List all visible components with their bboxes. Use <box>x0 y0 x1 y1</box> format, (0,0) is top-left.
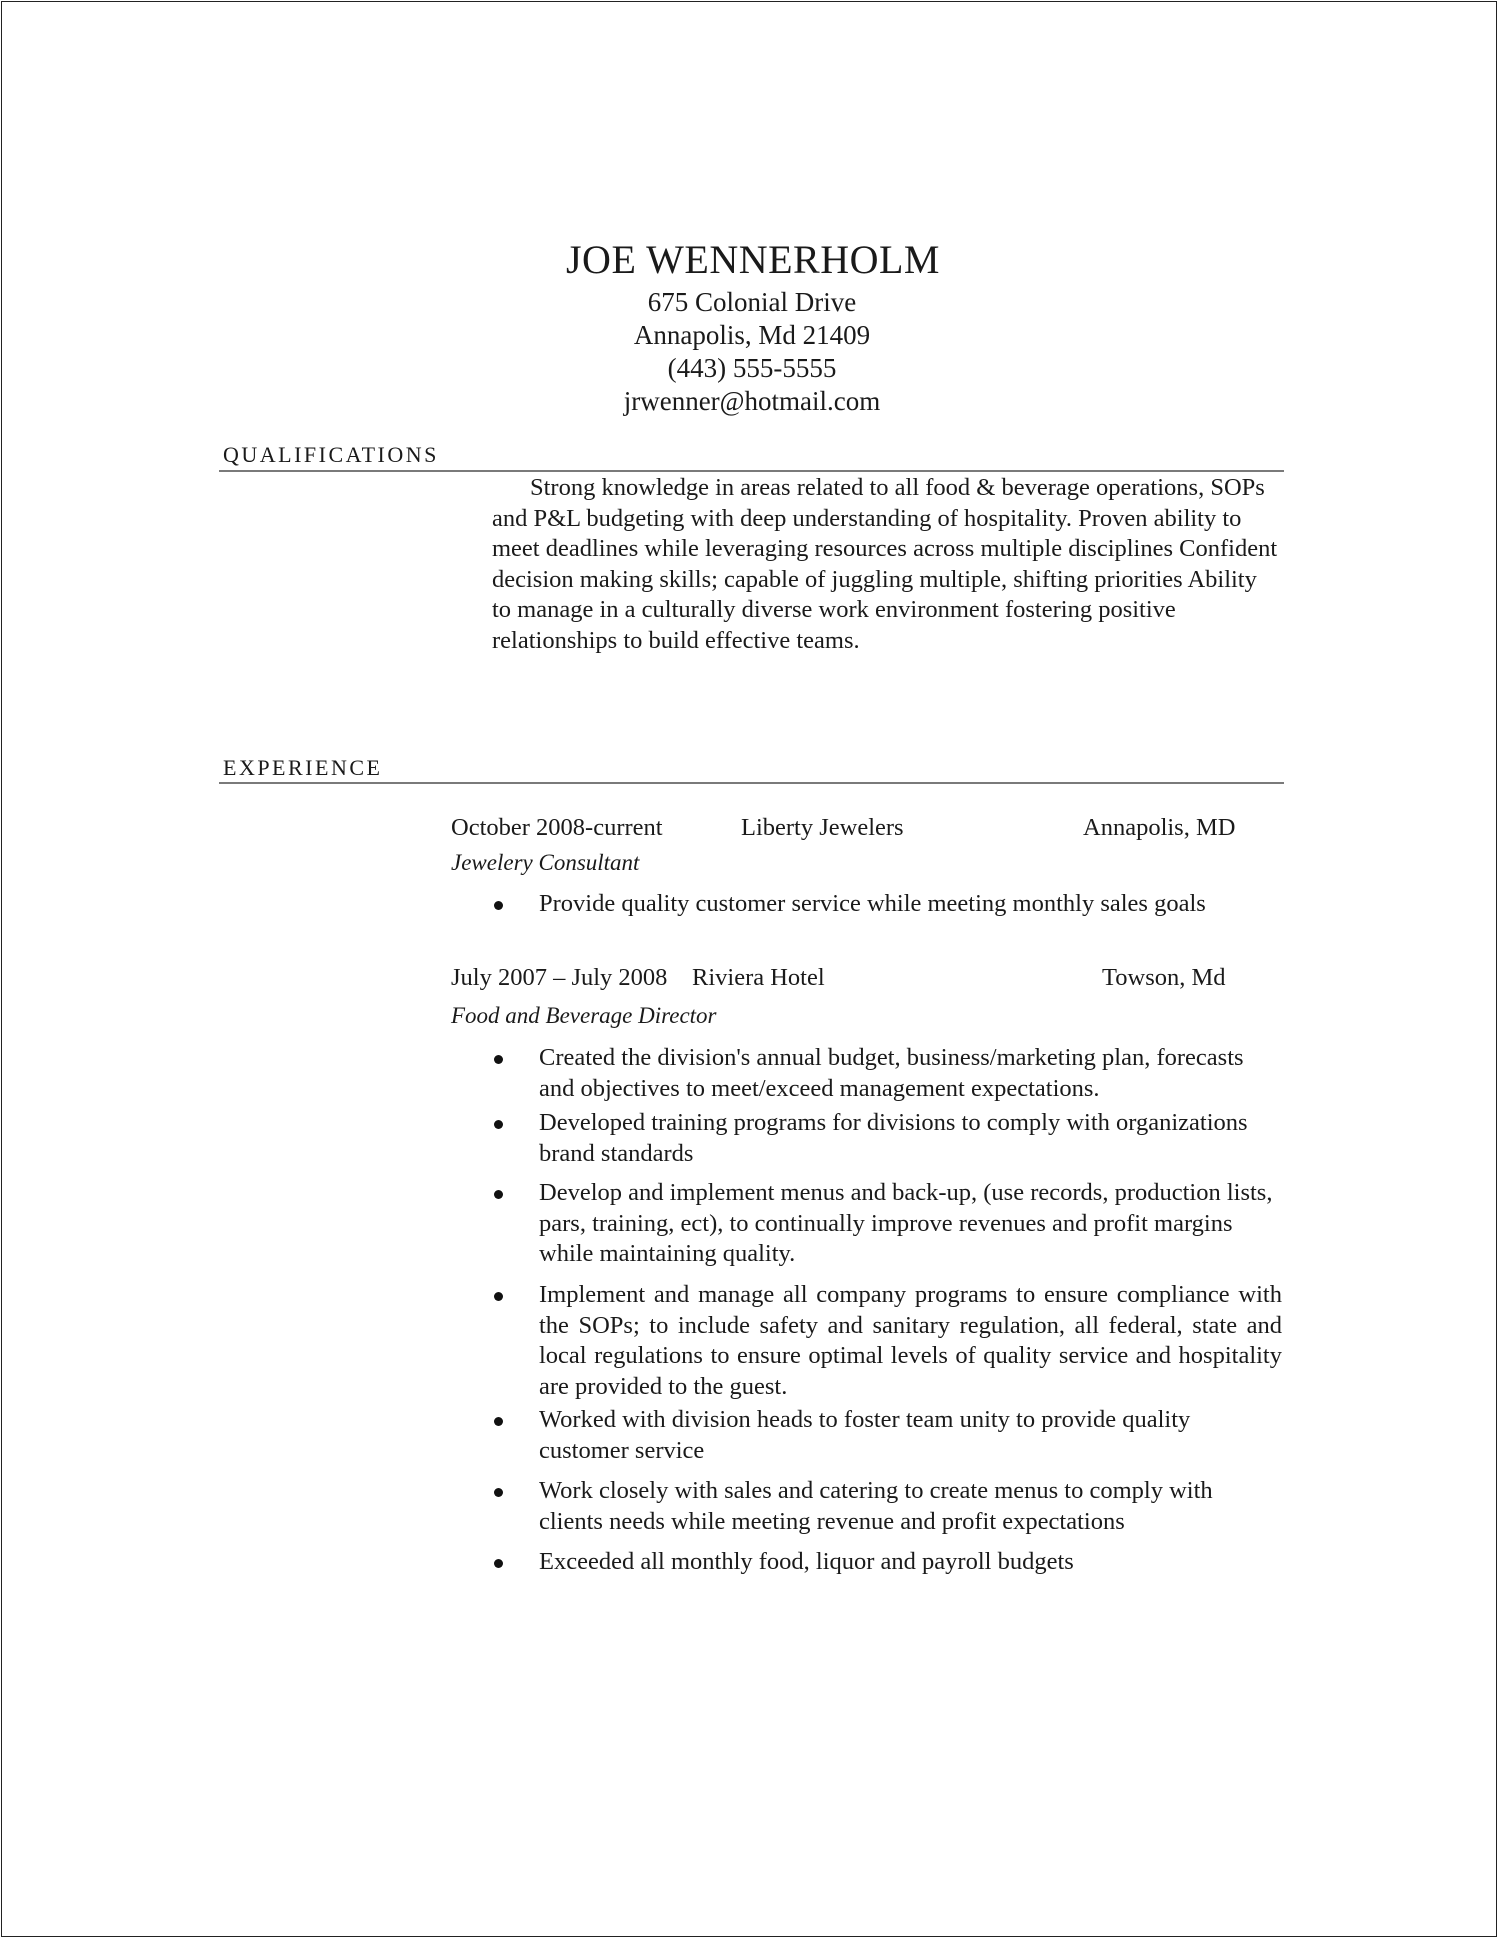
resume-header <box>2 234 1500 418</box>
job-duty-item: Develop and implement menus and back-up, (use records, production lists, pars, training, ect), to continually improve revenues and profit margins while maintaining quality. <box>492 1178 1282 1270</box>
job-duty-item: Implement and manage all company programs to ensure compliance with the SOPs; to include safety and sanitary regulation, all federal, state and local regulations to ensure optimal levels of quality service and hospitality are provided to the guest. <box>492 1280 1282 1402</box>
experience-divider <box>219 782 1284 784</box>
bullet-icon <box>494 1559 503 1568</box>
job-duties-list <box>492 1043 1282 1104</box>
address-line-1: 675 Colonial Drive <box>647 287 857 317</box>
bullet-icon <box>494 1292 503 1301</box>
job-duty-item: Work closely with sales and catering to create menus to comply with clients needs while meeting revenue and profit expectations <box>492 1476 1282 1537</box>
job-position: Jewelery Consultant <box>451 850 640 875</box>
bullet-icon <box>494 901 503 910</box>
qualifications-summary: Strong knowledge in areas related to all food & beverage operations, SOPs and P&L budgeting with deep understanding of hospitality. Proven ability to meet deadlines while leveraging resources across multiple disciplines Confident decision making skills; capable of juggling multiple, shifting priorities Ability to manage in a culturally diverse work environment fostering positive relationships to build effective teams. <box>492 474 1278 654</box>
job-company: Liberty Jewelers <box>741 814 904 841</box>
job-duties-list <box>492 889 1282 920</box>
job-dates: October 2008-current <box>451 814 663 841</box>
job-duty-item: Provide quality customer service while meeting monthly sales goals <box>492 889 1282 920</box>
qualifications-heading: QUALIFICATIONS <box>223 442 439 467</box>
bullet-icon <box>494 1055 503 1064</box>
resume-page <box>1 1 1497 1937</box>
job-duties-list <box>492 1405 1282 1466</box>
qualifications-divider <box>219 470 1284 472</box>
job-company: Riviera Hotel <box>692 964 825 991</box>
job-duty-item: Worked with division heads to foster team unity to provide quality customer service <box>492 1405 1282 1466</box>
phone-number: (443) 555-5555 <box>667 353 837 383</box>
job-duties-list <box>492 1476 1282 1537</box>
job-location: Towson, Md <box>1102 964 1226 991</box>
bullet-icon <box>494 1488 503 1497</box>
job-duties-list <box>492 1178 1282 1270</box>
job-position: Food and Beverage Director <box>451 1003 717 1028</box>
job-duties-list <box>492 1280 1282 1402</box>
job-duties-list <box>492 1108 1282 1169</box>
email-address: jrwenner@hotmail.com <box>623 386 881 416</box>
job-location: Annapolis, MD <box>1083 814 1236 841</box>
job-duties-list <box>492 1547 1282 1578</box>
bullet-icon <box>494 1190 503 1199</box>
address-line-2: Annapolis, Md 21409 <box>633 320 871 350</box>
job-duty-item: Created the division's annual budget, business/marketing plan, forecasts and objectives to meet/exceed management expectations. <box>492 1043 1282 1104</box>
job-duty-item: Exceeded all monthly food, liquor and payroll budgets <box>492 1547 1282 1578</box>
job-duty-item: Developed training programs for divisions to comply with organizations brand standards <box>492 1108 1282 1169</box>
bullet-icon <box>494 1120 503 1129</box>
experience-heading: EXPERIENCE <box>223 755 383 780</box>
applicant-name: JOE WENNERHOLM <box>565 237 940 282</box>
job-dates: July 2007 – July 2008 <box>451 964 668 991</box>
bullet-icon <box>494 1417 503 1426</box>
